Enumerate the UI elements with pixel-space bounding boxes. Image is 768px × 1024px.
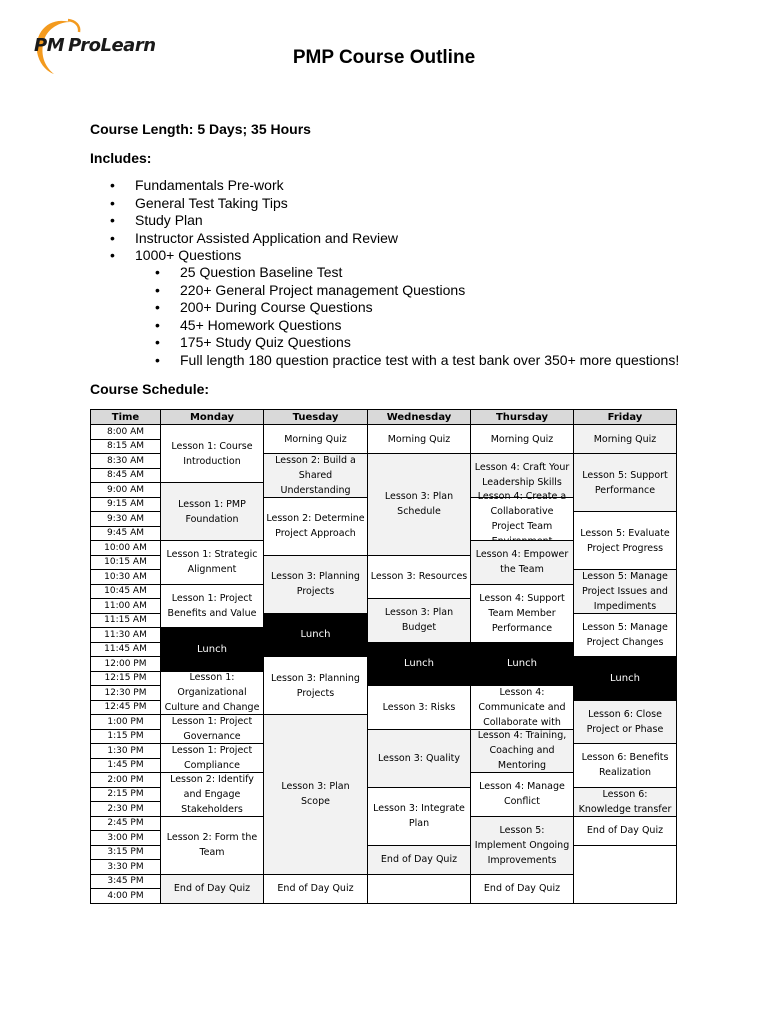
schedule-block-monday (160, 482, 264, 541)
schedule-block-tuesday-text: Lesson 3: Plan Scope (281, 781, 350, 808)
schedule-block-friday-text: Lesson 5: Manage Project Issues and Impediments (582, 570, 668, 612)
schedule-block-monday-text: End of Day Quiz (173, 883, 251, 894)
time-slot-text: 11:45 AM (104, 644, 147, 655)
time-slot-text: 1:00 PM (107, 716, 144, 727)
time-slot (90, 729, 161, 745)
schedule-block-wednesday (367, 453, 471, 556)
schedule-block-monday (160, 424, 264, 483)
schedule-block-tuesday (263, 874, 368, 904)
column-header-monday-text: Monday (189, 411, 235, 423)
time-slot-text: 3:15 PM (107, 847, 144, 858)
schedule-block-monday-text: Lesson 1: Course Introduction (171, 440, 253, 467)
time-slot (90, 439, 161, 455)
schedule-block-wednesday (367, 729, 471, 788)
logo-pm-text: PM (34, 35, 65, 56)
course-length: Course Length: 5 Days; 35 Hours (90, 121, 311, 137)
schedule-block-wednesday (367, 598, 471, 643)
time-slot (90, 482, 161, 498)
schedule-block-wednesday (367, 874, 471, 904)
time-slot-text: 11:00 AM (104, 600, 147, 611)
schedule-block-tuesday (263, 555, 368, 614)
time-slot-text: 9:30 AM (107, 513, 144, 524)
schedule-block-thursday (470, 685, 574, 730)
schedule-block-monday (160, 584, 264, 629)
schedule-block-wednesday (367, 845, 471, 875)
time-slot-text: 3:30 PM (107, 861, 144, 872)
schedule-block-tuesday-text: End of Day Quiz (277, 883, 354, 894)
time-slot-text: 3:45 PM (107, 876, 144, 887)
list-item: • Instructor Assisted Application and Review (110, 230, 398, 248)
time-slot-text: 1:15 PM (107, 731, 144, 742)
schedule-heading: Course Schedule: (90, 381, 210, 397)
column-header-monday (160, 409, 264, 425)
time-slot (90, 526, 161, 542)
schedule-block-tuesday (263, 613, 368, 658)
schedule-block-monday-text: Lesson 2: Identify and Engage Stakeholders (170, 773, 254, 815)
schedule-block-thursday-text: Lesson 4: Communicate and Collaborate with (478, 686, 566, 728)
list-item: • 45+ Homework Questions (155, 317, 679, 335)
schedule-block-monday-text: Lesson 1: Strategic Alignment (166, 549, 258, 576)
schedule-block-friday (573, 613, 677, 658)
schedule-block-friday-text: Lesson 5: Support Performance (582, 469, 668, 496)
schedule-block-friday-text: Lesson 5: Manage Project Changes (582, 621, 668, 648)
schedule-block-friday-text: Lunch (610, 672, 640, 684)
time-slot-text: 8:45 AM (107, 470, 144, 481)
page-title: PMP Course Outline (292, 47, 476, 68)
schedule-block-tuesday (263, 656, 368, 715)
time-slot (90, 555, 161, 571)
schedule-block-friday (573, 845, 677, 904)
time-slot (90, 584, 161, 600)
list-item: • Full length 180 question practice test with a test bank over 350+ more questions! (155, 352, 679, 370)
time-slot-text: 1:30 PM (107, 745, 144, 756)
time-slot (90, 700, 161, 716)
time-slot-text: 1:45 PM (107, 760, 144, 771)
column-header-thursday-text: Thursday (495, 411, 549, 423)
time-slot (90, 453, 161, 469)
time-slot (90, 671, 161, 687)
includes-list (110, 177, 398, 265)
schedule-block-monday (160, 772, 264, 817)
schedule-block-monday-text: Lesson 1: Organizational Culture and Change (164, 672, 260, 714)
time-slot (90, 642, 161, 658)
schedule-block-tuesday-text: Lesson 2: Build a Shared Understanding (275, 454, 356, 496)
time-slot (90, 888, 161, 904)
schedule-block-friday-text: End of Day Quiz (586, 825, 664, 836)
column-header-wednesday-text: Wednesday (386, 411, 452, 423)
time-slot (90, 787, 161, 803)
time-slot-text: 10:30 AM (104, 571, 147, 582)
schedule-block-monday (160, 540, 264, 585)
schedule-block-friday-text: Morning Quiz (593, 433, 657, 445)
schedule-block-wednesday (367, 685, 471, 730)
time-slot (90, 845, 161, 861)
schedule-block-tuesday-text: Lesson 3: Planning Projects (271, 571, 360, 597)
schedule-block-tuesday (263, 714, 368, 875)
schedule-block-thursday (470, 540, 574, 585)
logo-prolearn-text: ProLearn (68, 35, 156, 56)
schedule-block-tuesday (263, 453, 368, 498)
schedule-block-thursday-text: Lunch (507, 658, 537, 670)
schedule-block-thursday (470, 772, 574, 817)
time-slot-text: 8:30 AM (107, 455, 144, 466)
schedule-block-tuesday-text: Lesson 2: Determine Project Approach (266, 513, 365, 539)
schedule-block-thursday (470, 584, 574, 643)
time-slot-text: 9:00 AM (107, 484, 144, 495)
schedule-block-friday (573, 511, 677, 570)
time-slot-text: 4:00 PM (107, 890, 144, 901)
time-slot-text: 11:15 AM (104, 615, 147, 626)
time-slot-text: 2:30 PM (107, 803, 144, 814)
time-slot-text: 2:15 PM (107, 789, 144, 800)
time-slot-text: 11:30 AM (104, 629, 147, 640)
time-slot (90, 613, 161, 629)
schedule-block-wednesday (367, 424, 471, 454)
time-slot (90, 714, 161, 730)
schedule-block-friday (573, 743, 677, 788)
time-slot (90, 758, 161, 774)
time-slot-text: 12:30 PM (104, 687, 147, 698)
time-slot-text: 12:00 PM (104, 658, 147, 669)
column-header-wednesday (367, 409, 471, 425)
schedule-block-wednesday-text: Lunch (404, 658, 434, 670)
schedule-block-monday-text: Lunch (197, 643, 227, 655)
schedule-block-tuesday-text: Lesson 3: Planning Projects (271, 672, 360, 699)
schedule-block-monday-text: Lesson 1: PMP Foundation (178, 498, 246, 525)
schedule-block-thursday-text: Lesson 4: Create a Collaborative Project Team (477, 490, 567, 532)
list-item: • 200+ During Course Questions (155, 299, 679, 317)
includes-heading: Includes: (90, 150, 152, 166)
schedule-block-friday-text: Lesson 5: Evaluate Project Progress (580, 527, 670, 554)
time-slot (90, 801, 161, 817)
schedule-block-monday (160, 816, 264, 875)
time-slot (90, 540, 161, 556)
schedule-block-monday-text: Lesson 1: Project Compliance (171, 745, 253, 771)
schedule-block-friday (573, 656, 677, 701)
time-slot (90, 468, 161, 484)
schedule-block-friday (573, 787, 677, 817)
schedule-block-wednesday-text: Lesson 3: Plan Schedule (384, 491, 454, 518)
schedule-block-thursday-text: Lesson 5: Implement Ongoing Improvements (474, 824, 570, 866)
list-item: • 175+ Study Quiz Questions (155, 334, 679, 352)
column-header-time-text: Time (111, 411, 140, 423)
schedule-block-friday (573, 569, 677, 614)
schedule-block-monday (160, 627, 264, 672)
schedule-block-thursday (470, 424, 574, 454)
time-slot-text: 9:15 AM (107, 499, 144, 510)
schedule-block-thursday-text: Lesson 4: Craft Your Leadership Skills (474, 462, 570, 489)
time-slot-text: 10:45 AM (104, 586, 147, 597)
column-header-tuesday-text: Tuesday (292, 411, 339, 423)
schedule-block-friday (573, 700, 677, 745)
questions-sublist (155, 264, 679, 369)
time-slot-text: 12:45 PM (104, 702, 147, 713)
schedule-block-friday-text: Lesson 6: Benefits Realization (581, 752, 669, 779)
time-slot-text: 3:00 PM (107, 832, 144, 843)
schedule-block-wednesday-text: Lesson 3: Resources (370, 571, 468, 583)
schedule-block-monday (160, 874, 264, 904)
schedule-block-monday (160, 714, 264, 744)
time-slot (90, 511, 161, 527)
list-item: • Fundamentals Pre-work (110, 177, 398, 195)
time-slot (90, 685, 161, 701)
schedule-block-thursday (470, 729, 574, 774)
schedule-block-wednesday-text: Lesson 3: Integrate Plan (373, 803, 465, 829)
schedule-block-monday-text: Lesson 2: Form the Team (166, 832, 258, 858)
time-slot (90, 874, 161, 890)
schedule-block-thursday (470, 874, 574, 904)
schedule-block-wednesday-text: Morning Quiz (387, 433, 451, 445)
schedule-block-friday (573, 424, 677, 454)
schedule-block-thursday-text: Lesson 4: Manage Conflict (479, 781, 565, 808)
schedule-block-thursday (470, 642, 574, 687)
schedule-block-monday-text: Lesson 1: Project Governance (171, 716, 253, 742)
time-slot (90, 497, 161, 513)
time-slot-text: 12:15 PM (104, 673, 147, 684)
schedule-block-friday (573, 453, 677, 512)
time-slot (90, 743, 161, 759)
schedule-block-friday-text: Lesson 6: Knowledge transfer (578, 788, 672, 815)
schedule-block-thursday-text: Lesson 4: Support Team Member Performance (479, 592, 565, 634)
schedule-block-tuesday-text: Morning Quiz (284, 433, 347, 445)
schedule-block-wednesday-text: Lesson 3: Plan Budget (384, 607, 454, 634)
schedule-block-friday-text: Lesson 6: Close Project or Phase (586, 708, 664, 735)
time-slot-text: 10:00 AM (104, 542, 147, 553)
schedule-block-monday (160, 743, 264, 773)
time-slot (90, 424, 161, 440)
column-header-thursday (470, 409, 574, 425)
list-item: • 1000+ Questions (110, 247, 398, 265)
schedule-block-thursday-text: Lesson 4: Empower the Team (475, 549, 569, 576)
time-slot (90, 830, 161, 846)
schedule-block-wednesday-text: Lesson 3: Quality (378, 752, 460, 764)
time-slot (90, 656, 161, 672)
schedule-block-tuesday (263, 424, 368, 454)
schedule-block-wednesday-text: End of Day Quiz (380, 854, 458, 865)
schedule-block-monday-text: Lesson 1: Project Benefits and Value (167, 592, 257, 619)
time-slot (90, 627, 161, 643)
column-header-time (90, 409, 161, 425)
schedule-block-thursday (470, 816, 574, 875)
time-slot (90, 859, 161, 875)
schedule-block-tuesday (263, 497, 368, 556)
schedule-block-wednesday (367, 555, 471, 600)
schedule-block-wednesday (367, 642, 471, 687)
schedule-block-tuesday-text: Lunch (300, 629, 331, 641)
schedule-block-monday (160, 671, 264, 716)
schedule-table (90, 409, 677, 904)
time-slot (90, 569, 161, 585)
time-slot-text: 8:00 AM (107, 426, 144, 437)
schedule-block-friday (573, 816, 677, 846)
column-header-friday-text: Friday (607, 411, 643, 423)
time-slot-text: 2:00 PM (107, 774, 144, 785)
time-slot-text: 8:15 AM (107, 441, 144, 452)
column-header-friday (573, 409, 677, 425)
schedule-block-thursday-text: Lesson 4: Training, Coaching and Mentoring (477, 730, 567, 772)
schedule-block-thursday-text: End of Day Quiz (483, 883, 561, 894)
time-slot-text: 2:45 PM (107, 818, 144, 829)
schedule-block-wednesday-text: Lesson 3: Risks (382, 701, 456, 713)
schedule-block-thursday-text: Morning Quiz (490, 433, 554, 445)
time-slot-text: 10:15 AM (104, 557, 147, 568)
list-item: • General Test Taking Tips (110, 195, 398, 213)
schedule-block-thursday (470, 490, 574, 542)
time-slot-text: 9:45 AM (107, 528, 144, 539)
column-header-tuesday (263, 409, 368, 425)
schedule-block-wednesday (367, 787, 471, 846)
list-item: • 25 Question Baseline Test (155, 264, 679, 282)
time-slot (90, 772, 161, 788)
list-item: • Study Plan (110, 212, 398, 230)
time-slot (90, 598, 161, 614)
list-item: • 220+ General Project management Questions (155, 282, 679, 300)
time-slot (90, 816, 161, 832)
